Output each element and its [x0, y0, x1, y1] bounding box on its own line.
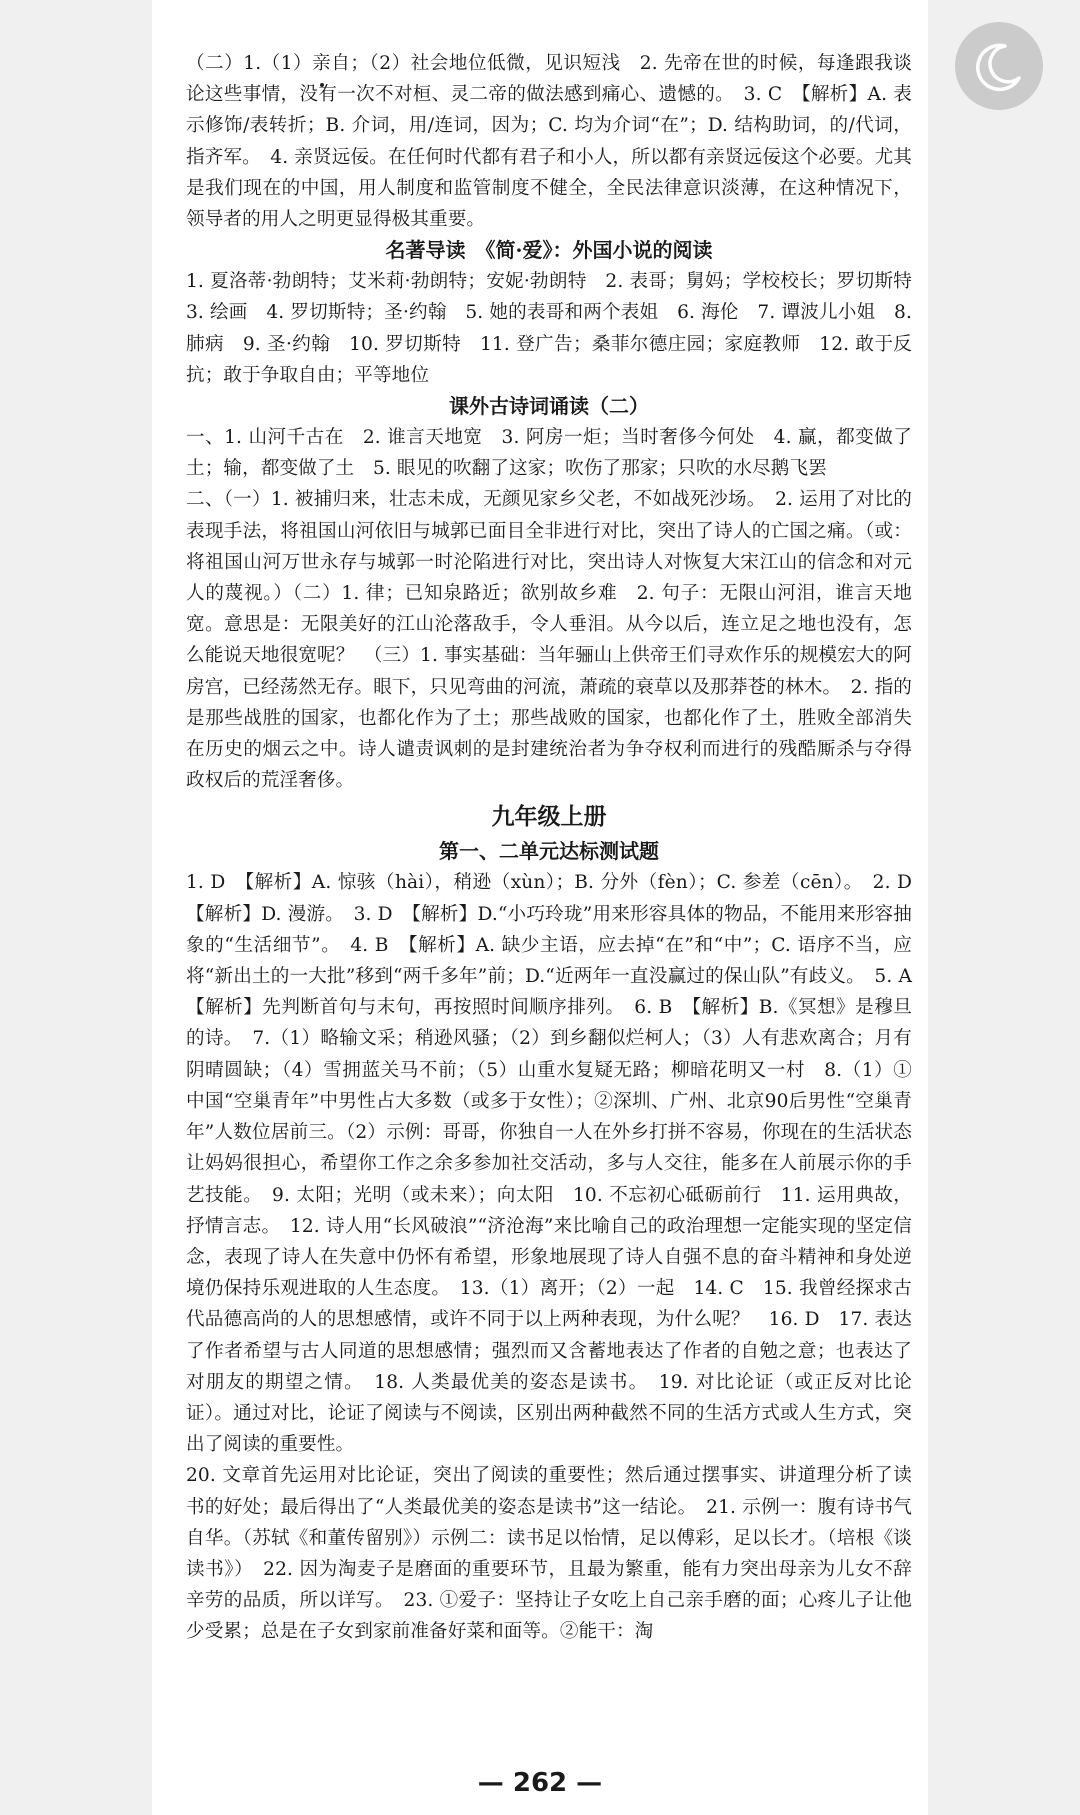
answer-paragraph: 一、1. 山河千古在 2. 谁言天地宽 3. 阿房一炬；当时奢侈今何处 4. 赢，都变做了土；输，都变做了土 5. 眼见的吹翻了这家；吹伤了那家；只吹的水尽鹅飞罢 [186, 427, 912, 480]
page-number: — 262 — [477, 1768, 603, 1798]
answer-paragraph: 20. 文章首先运用对比论证，突出了阅读的重要性；然后通过摆事实、讲道理分析了读书的好处；最后得出了“人类最优美的姿态是读书”这一结论。 21. 示例一：腹有诗书气自华。（苏轼《和董传留别》）示例二：读书足以怡情，足以傅彩，足以长才。（培根《谈读书》） 22. 因为淘麦子是磨面的重要环节，且最为繁重，能有力突出母亲为儿女不辞辛劳的品质，所以详写。 23. ①爱子：坚持让子女吃上自己亲手磨的面；心疼儿子让他少受累；总是在子女到家前准备好菜和面等。②能干：淘 [186, 1465, 912, 1643]
moon-icon [971, 38, 1027, 94]
answer-paragraph: 二、（一）1. 被捕归来，壮志未成，无颜见家乡父老，不如战死沙场。 2. 运用了对比的表现手法，将祖国山河依旧与城郭已面目全非进行对比，突出了诗人的亡国之痛。（或：将祖国山河万世永存与城郭一时沦陷进行对比，突出诗人对恢复大宋江山的信念和对元人的蔑视。）（二）1. 律；已知泉路近；欲别故乡难 2. 句子：无限山河泪，谁言天地宽。意思是：无限美好的江山沦落敌手，令人垂泪。从今以后，连立足之地也没有，怎么能说天地很宽呢？ （三）1. 事实基础：当年骊山上供帝王们寻欢作乐的规模宏大的阿房宫，已经荡然无存。眼下，只见弯曲的河流，萧疏的衰草以及那莽苍的林木。 2. 指的是那些战胜的国家，也都化作为了土；那些战败的国家，也都化作了土，胜败全部消失在历史的烟云之中。诗人谴责讽刺的是封建统治者为争夺权利而进行的残酷厮杀与夺得政权后的荒淫奢侈。 [186, 489, 912, 792]
answer-paragraph: 1. 夏洛蒂·勃朗特；艾米莉·勃朗特；安妮·勃朗特 2. 表哥；舅妈；学校校长；罗切斯特 3. 绘画 4. 罗切斯特；圣·约翰 5. 她的表哥和两个表姐 6. 海伦 7. 谭波儿小姐 8. 肺病 9. 圣·约翰 10. 罗切斯特 11. 登广告；桑菲尔德庄园；家庭教师 12. 敢于反抗；敢于争取自由；平等地位 [186, 271, 931, 386]
page-content [186, 48, 931, 1648]
document-page [152, 0, 931, 1815]
section-heading: 课外古诗词诵读（二） [449, 394, 649, 419]
section-heading: 名著导读 《简·爱》：外国小说的阅读 [385, 238, 713, 263]
night-mode-button[interactable] [955, 22, 1043, 110]
answer-paragraph: （二）1.（1）亲自；（2）社会地位低微，见识短浅 2. 先帝在世的时候，每逢跟我谈论这些事情，没有一次不对桓、灵二帝的做法感到痛心、遗憾的。 3. C 【解析】A. 表示修饰/表转折；B. 介词，用/连词，因为；C. 均为介词“在”；D. 结构助词，的/代词，指齐军。 4. 亲贤远佞。在任何时代都有君子和小人，所以都有亲贤远佞这个必要。尤其是我们现在的中国，用人制度和监管制度不健全，全民法律意识淡薄，在这种情况下，领导者的用人之明更显得极其重要。 [186, 53, 912, 231]
section-heading: 第一、二单元达标测试题 [439, 839, 659, 864]
volume-heading: 九年级上册 [491, 803, 607, 831]
answer-paragraph: 1. D 【解析】A. 惊骇（hài），稍逊（xùn）；B. 分外（fèn）；C. 参差（cēn）。 2. D 【解析】D. 漫游。 3. D 【解析】D.“小巧玲珑”用来形容具体的物品，不能用来形容抽象的“生活细节”。 4. B 【解析】A. 缺少主语，应去掉“在”和“中”；C. 语序不当，应将“新出土的一大批”移到“两千多年”前；D.“近两年一直没赢过的保山队”有歧义。 5. A 【解析】先判断首句与末句，再按照时间顺序排列。 6. B 【解析】B.《冥想》是穆旦的诗。 7.（1）略输文采；稍逊风骚；（2）到乡翻似烂柯人；（3）人有悲欢离合；月有阴晴圆缺；（4）雪拥蓝关马不前；（5）山重水复疑无路；柳暗花明又一村 8.（1）①中国“空巢青年”中男性占大多数（或多于女性）；②深圳、广州、北京90后男性“空巢青年”人数位居前三。（2）示例：哥哥，你独自一人在外乡打拼不容易，你现在的生活状态让妈妈很担心，希望你工作之余多参加社交活动，多与人交往，能多在人前展示你的手艺技能。 9. 太阳；光明（或未来）；向太阳 10. 不忘初心砥砺前行 11. 运用典故，抒情言志。 12. 诗人用“长风破浪”“济沧海”来比喻自己的政治理想一定能实现的坚定信念，表现了诗人在失意中仍怀有希望，形象地展现了诗人自强不息的奋斗精神和身处逆境仍保持乐观进取的人生态度。 13.（1）离开；（2）一起 14. C 15. 我曾经探求古代品德高尚的人的思想感情，或许不同于以上两种表现，为什么呢？ 16. D 17. 表达了作者希望与古人同道的思想感情；强烈而又含蓄地表达了作者的自勉之意；也表达了对朋友的期望之情。 18. 人类最优美的姿态是读书。 19. 对比论证（或正反对比论证）。通过对比，论证了阅读与不阅读，区别出两种截然不同的生活方式或人生方式，突出了阅读的重要性。 [186, 872, 931, 1456]
